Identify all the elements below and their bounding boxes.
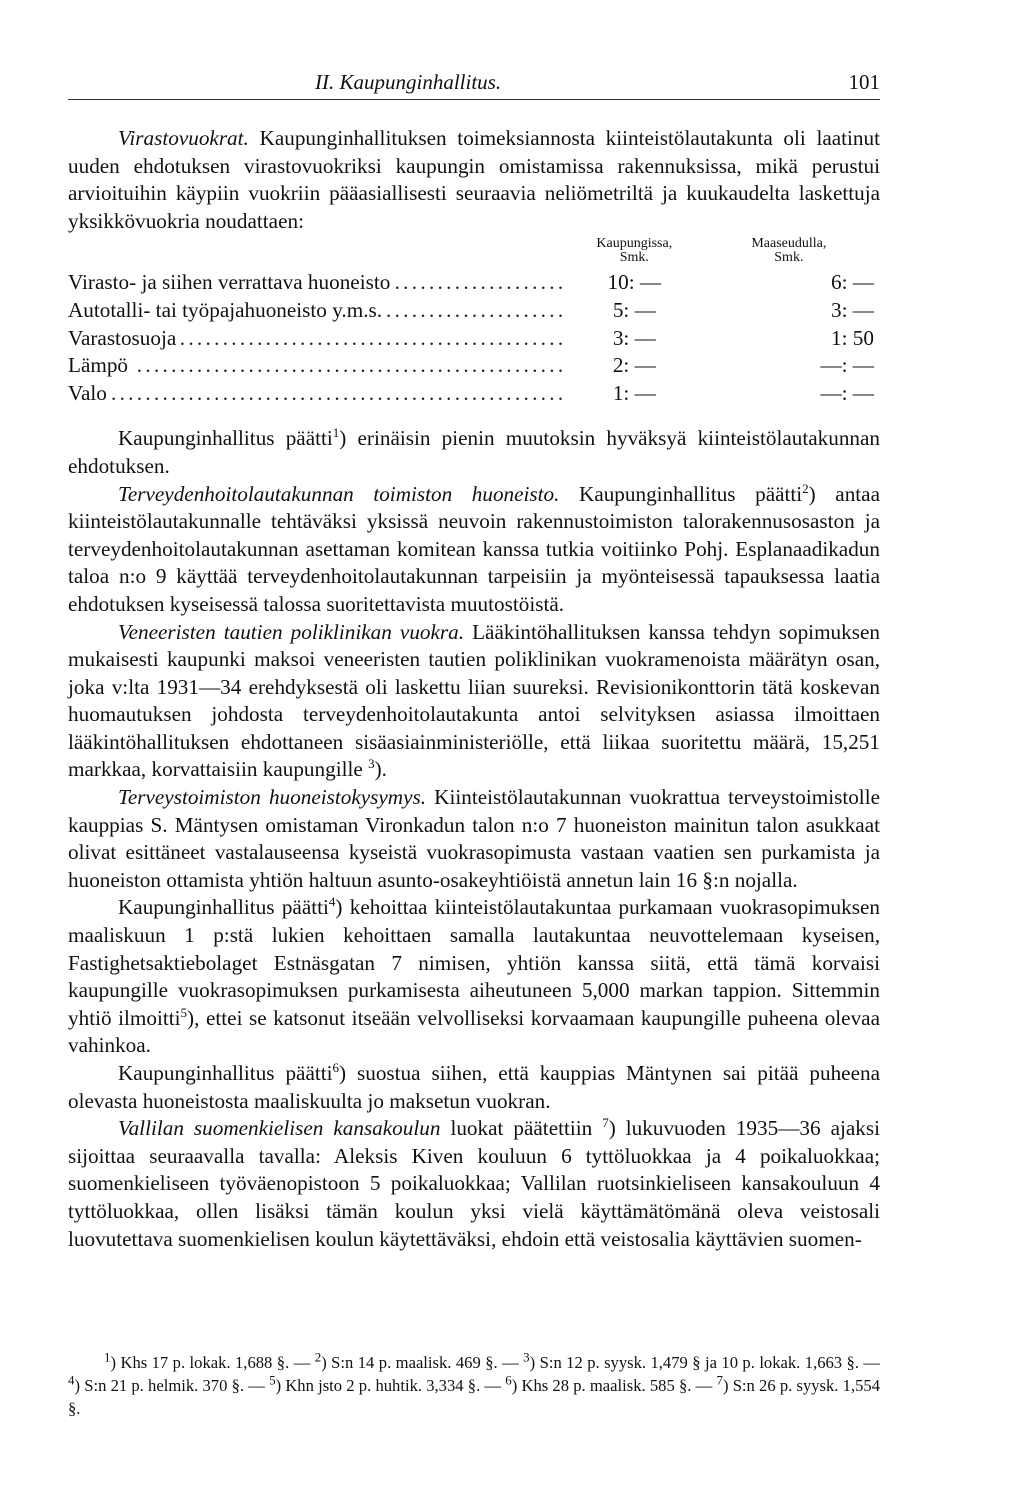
table-row [68, 325, 880, 353]
section-heading: Veneeristen tautien poliklinikan vuokra. [118, 619, 465, 644]
row-label: Lämpö . . . [68, 352, 565, 380]
paragraph-decision-1: Kaupunginhallitus päätti$^1$) erinäisin pienin muutoksin hyväksyä kiinteistölautakunnan ehdotuksen. [68, 425, 880, 478]
footnote-text: $^1$) Khs 17 p. lokak. 1,688 §. — $^2$) S:n 14 p. maalisk. 469 §. — $^3$) S:n 12 p. syysk. 1,479 § ja 10 p. lokak. 1,663 §. — $^4$) S:n 21 p. helmik. 370 §. — $^5$) Khn jsto 2 p. huhtik. 3,334 §. — $^6$) Khs 28 p. maalisk. 585 §. — $^7$) S:n 26 p. syysk. 1,554 §. [68, 1349, 881, 1418]
column-header-country: Maaseudulla, Smk. [751, 236, 827, 266]
paragraph-decision-6: Kaupunginhallitus päätti$^6$) suostua siihen, että kauppias Mäntynen sai pitää puheena olevasta huoneistosta maaliskuulta jo maksetun vuokran. [68, 1059, 880, 1113]
paragraph-vallila: Vallilan suomenkielisen kansakoulun luokat päätettiin $^7$) lukuvuoden 1935—36 ajaksi sijoittaa seuraavalla tavalla: Aleksis Kiven kouluun 6 tyttöluokkaa ja 4 poikaluokkaa; suomenkieliseen työväenopistoon 5 poikaluokkaa; Vallilan ruotsinkieliseen kansakouluun 4 tyttöluokkaa, ollen lisäksi tämän koulun yksi vielä käyttämätömänä oleva veistosali luovutettava suomenkielisen koulun käytettäväksi, ehdoin että veistosalia käyttävien suomen- [68, 1115, 880, 1251]
footnote-ref: 3 [368, 756, 375, 772]
cell-city: 3: — [612, 325, 656, 350]
cell-city: 10: — [607, 270, 662, 295]
cell-city: 1: — [612, 380, 656, 405]
paragraph-terveydenhoito: Terveydenhoitolautakunnan toimiston huoneisto. Kaupunginhallitus päätti$^2$) antaa kiinteistölautakunnalle tehtäväksi yksissä neuvoin rakennustoimiston talorakennusosaston ja terveydenhoitolautakunnan asettaman komitean kanssa tutkia voitiinko Pohj. Esplanaadikadun taloa n:o 9 käyttää terveydenhoitolautakunnan tarpeisiin ja myönteisessä tapauksessa laatia ehdotuksen kyseisessä talossa suoritettavista muutostöistä. [68, 480, 880, 616]
footnote-ref: 6 [332, 1059, 340, 1075]
rent-table [68, 237, 880, 407]
footnote-ref: 2 [802, 480, 809, 496]
running-title: II. Kaupunginhallitus. [315, 70, 502, 94]
table-row [68, 380, 880, 408]
cell-country: —: — [820, 380, 874, 405]
table-header-blank [68, 237, 565, 269]
running-header [68, 70, 880, 100]
footnotes [68, 1351, 880, 1420]
section-heading: Terveydenhoitolautakunnan toimiston huoneisto. [118, 481, 560, 506]
footnote-ref: 7 [602, 1115, 609, 1131]
footnote-ref: 5 [180, 1004, 188, 1020]
row-label: Valo . . . [68, 380, 565, 408]
paragraph-virastovuokrat [68, 125, 880, 235]
footnote-ref: 1 [332, 425, 340, 441]
body-text [68, 125, 880, 1253]
cell-country: 3: — [831, 297, 874, 322]
row-label: Varastosuoja . . . [68, 325, 565, 353]
footnote-ref: 4 [328, 894, 336, 910]
cell-country: —: — [820, 353, 874, 378]
row-label: Virasto- ja siihen verrattava huoneisto . . . [68, 269, 565, 297]
section-heading: Vallilan suomenkielisen kansakoulun [118, 1116, 441, 1141]
cell-country: 6: — [831, 270, 874, 295]
header-rule [68, 99, 880, 100]
column-header-city: Kaupungissa, Smk. [596, 236, 673, 266]
cell-city: 2: — [612, 353, 656, 378]
paragraph-decision-4: Kaupunginhallitus päätti$^4$) kehoittaa kiinteistölautakuntaa purkamaan vuokrasopimuksen maaliskuun 1 p:stä lukien kehoittaen samalla lautakuntaa neuvottelemaan kyseisen, Fastighetsaktiebolaget Estnäsgatan 7 nimisen, yhtiön kanssa siitä, että tämä korvaisi kaupungille vuokrasopimuksen purkamisesta aiheutuneen 5,000 markan tappion. Sittemmin yhtiö ilmoitti$^5$), ettei se katsonut itseään velvolliseksi korvaamaan kaupungille puheena olevaa vahinkoa. [68, 894, 880, 1058]
table-header-row [68, 237, 880, 269]
paragraph-poliklinikka: Veneeristen tautien poliklinikan vuokra. Lääkintöhallituksen kanssa tehdyn sopimuksen mukaisesti kaupunki maksoi veneeristen tautien poliklinikan vuokramenoista määrätyn osan, joka v:lta 1931—34 erehdyksestä oli laskettu liian suureksi. Revisionikonttorin tätä koskevan huomautuksen johdosta terveydenhoitolautakunta antoi selvityksen asiassa ilmoittaen lääkintöhallituksen ehdottaneen sisäasiainministeriölle, että liikaa suoritettu määrä, 15,251 markkaa, korvattaisiin kaupungille $^3$). [68, 619, 880, 782]
table-row [68, 352, 880, 380]
cell-city: 5: — [612, 297, 656, 322]
row-label: Autotalli- tai työpajahuoneisto y.m.s. . . . [68, 297, 565, 325]
paragraph-text: Kaupunginhallituksen toimeksiannosta kiinteistölautakunta oli laatinut uuden ehdotuksen virastovuokriksi kaupungin omistamissa rakennuksissa, mikä perustui arvioituihin käypiin vuokriin pääasiallisesti seuraavia neliömetriltä ja kuukaudelta laskettuja yksikkövuokria noudattaen: [68, 126, 880, 233]
cell-country: 1: 50 [831, 325, 874, 350]
page-number: 101 [848, 70, 880, 94]
section-heading: Terveystoimiston huoneistokysymys. [118, 785, 427, 810]
paragraph-terveystoimisto: Terveystoimiston huoneistokysymys. Kiinteistölautakunnan vuokrattua terveystoimistolle kauppias S. Mäntysen omistaman Vironkadun talon n:o 7 huoneiston mainitun talon asukkaat olivat esittäneet vastalauseensa kyseistä vuokrasopimusta vastaan vaatien sen purkamista ja huoneiston ottamista yhtiön haltuun asunto-osakeyhtiöistä annetun lain 16 §:n nojalla. [68, 785, 880, 892]
table-row [68, 269, 880, 297]
table-row [68, 297, 880, 325]
section-heading: Virastovuokrat. [118, 126, 249, 150]
